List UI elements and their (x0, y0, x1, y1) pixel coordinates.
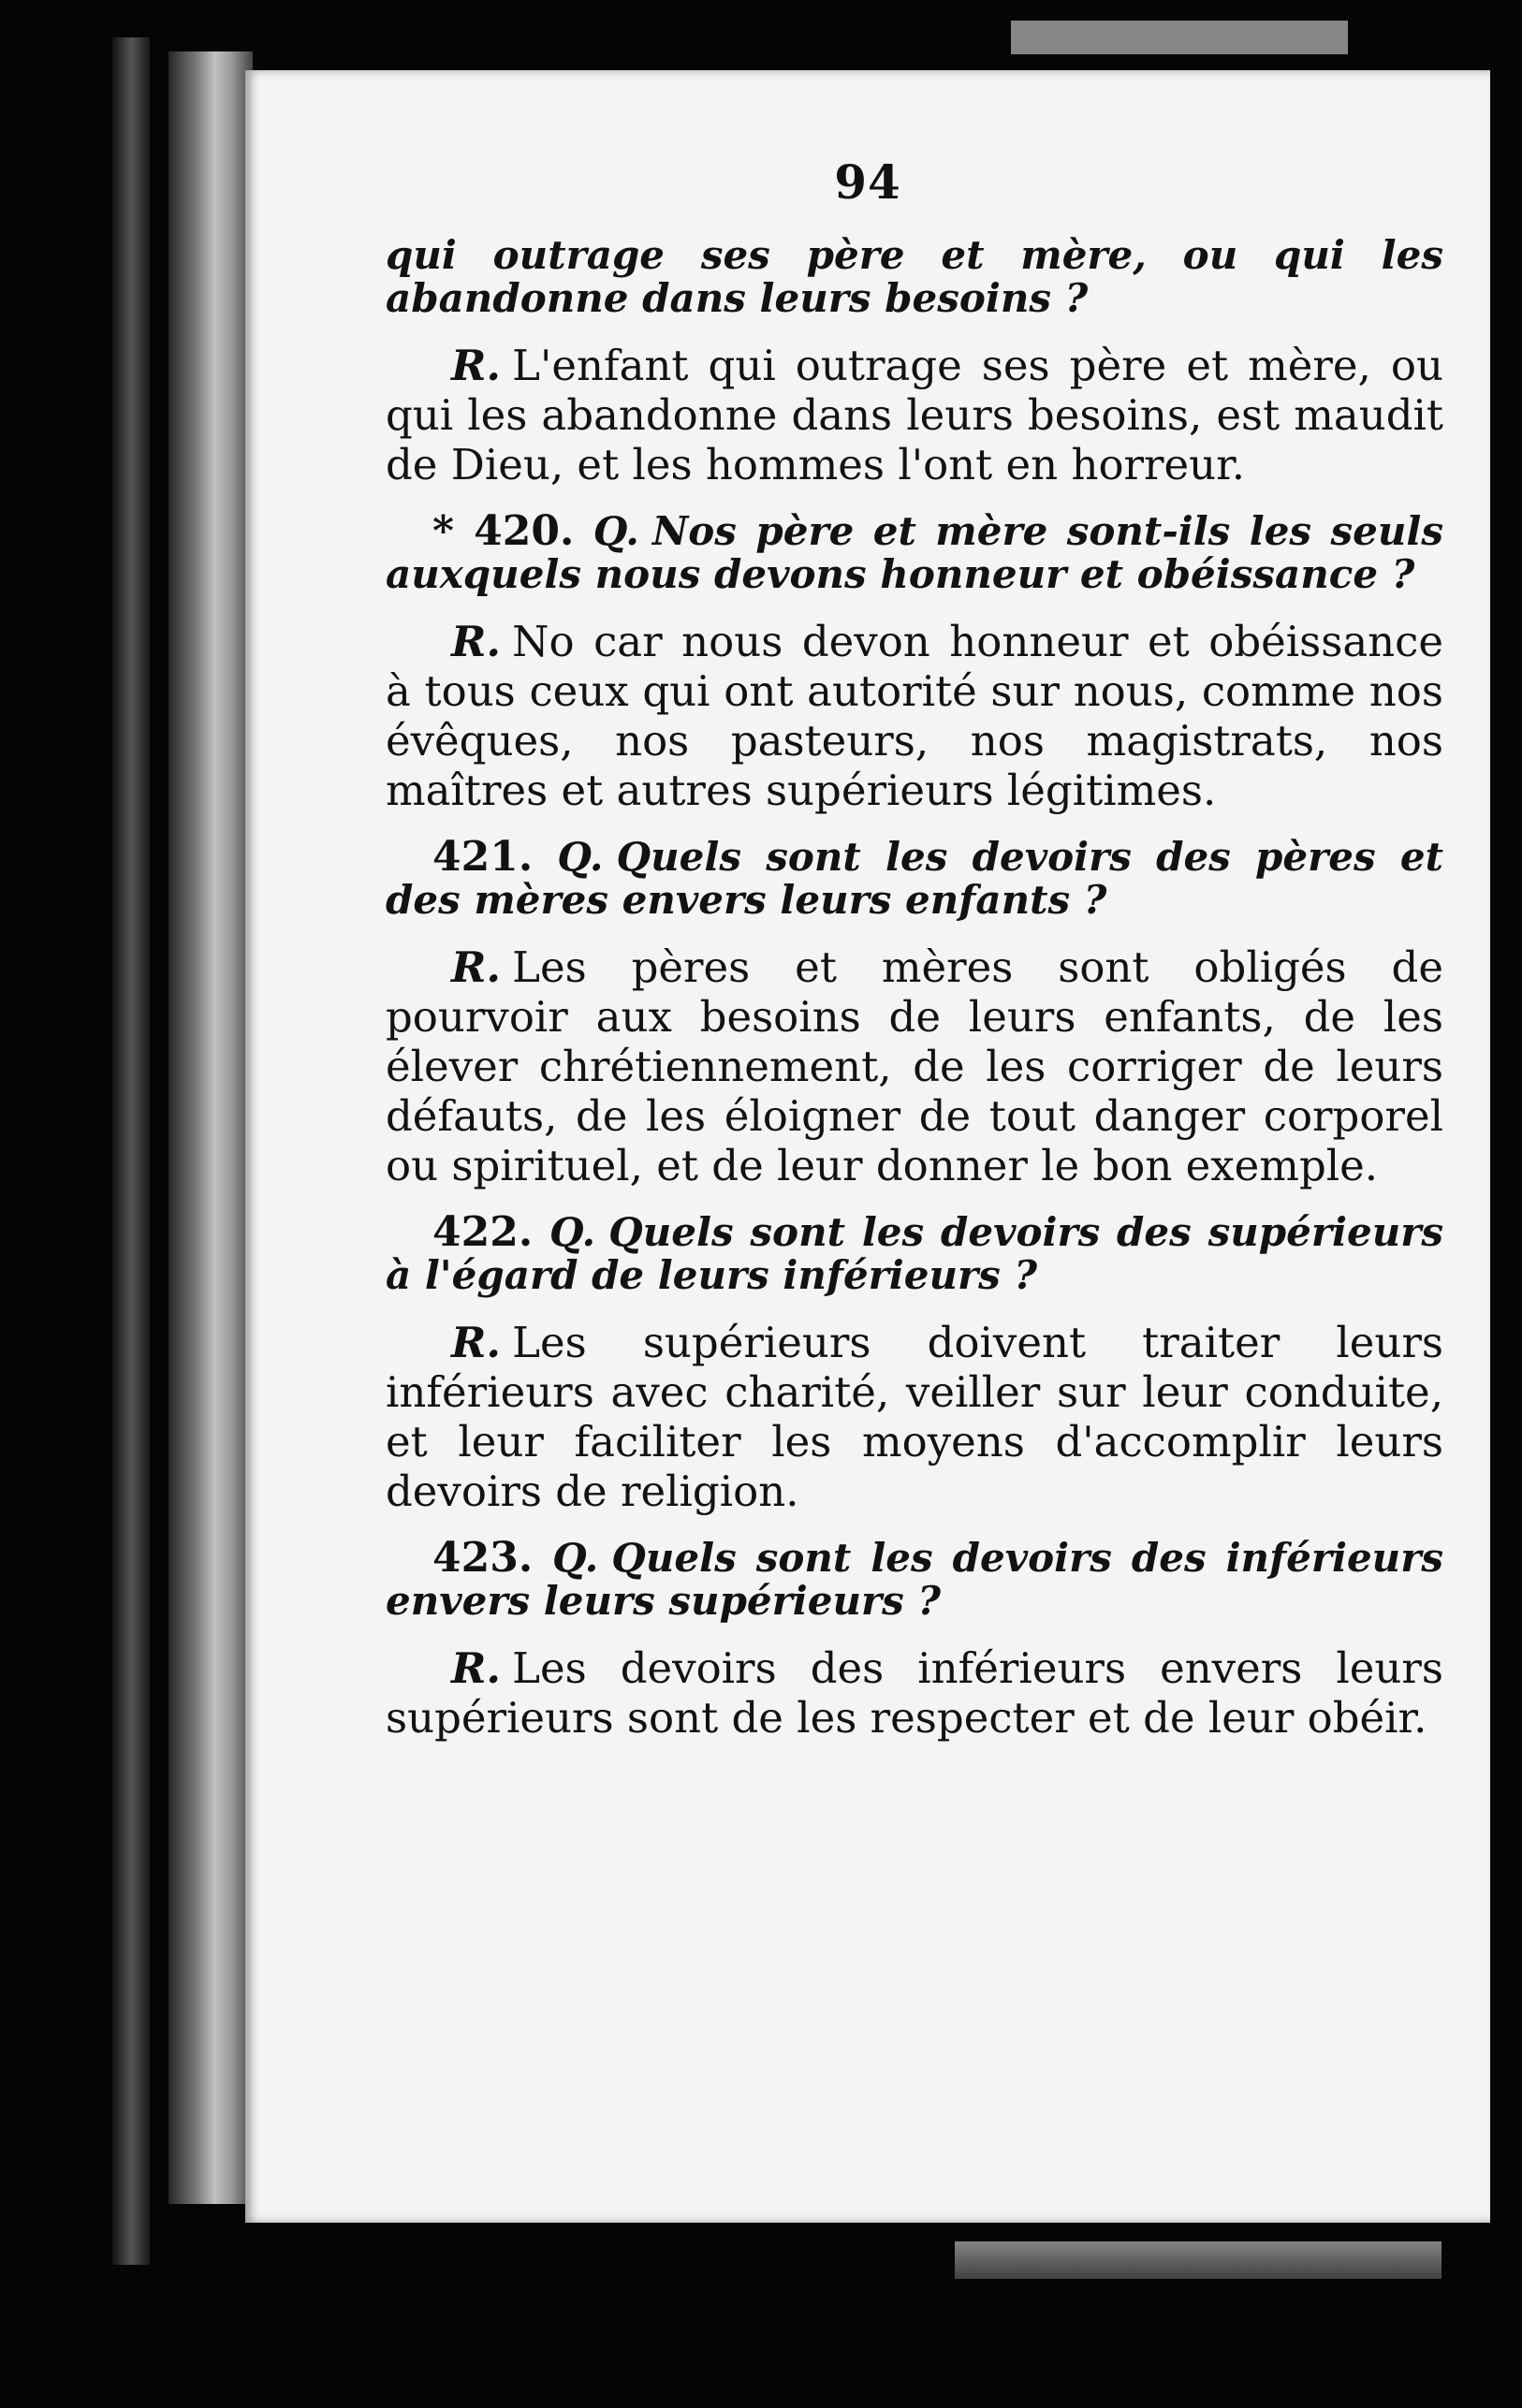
answer-text: Les devoirs des inférieurs envers leurs supérieurs sont de les respecter et de leur obéir. (386, 1643, 1443, 1743)
question-423 (386, 1534, 1443, 1624)
question-420 (386, 507, 1444, 597)
question-marker: Q. (549, 1209, 596, 1255)
answer-marker: R. (451, 617, 502, 666)
answer-text: Les supérieurs doivent traiter leurs inférieurs avec charité, veiller sur leur conduite, et leur faciliter les moyens d'accomplir leurs devoirs de religion. (386, 1318, 1443, 1516)
question-422 (386, 1208, 1444, 1298)
answer-marker: R. (451, 1643, 502, 1693)
question-continuation (386, 234, 1443, 320)
question-text: qui outrage ses père et mère, ou qui les abandonne dans leurs besoins ? (386, 232, 1443, 321)
question-marker: Q. (593, 508, 639, 554)
question-text: Quels sont les devoirs des supérieurs à l'égard de leurs inférieurs ? (386, 1209, 1444, 1298)
question-421 (386, 833, 1444, 923)
book-spine (112, 37, 150, 2265)
answer-421 (386, 942, 1443, 1190)
answer-423 (386, 1643, 1443, 1743)
book-page (245, 70, 1490, 2223)
page-top-edge (1011, 21, 1348, 54)
answer-marker: R. (451, 942, 502, 992)
book-page-edges (168, 51, 253, 2204)
answer-text: No car nous devon honneur et obéissance à tous ceux qui ont autorité sur nous, comme nos évêques, nos pasteurs, nos magistrats, nos maîtres et autres supérieurs légitimes. (386, 617, 1443, 815)
answer-text: Les pères et mères sont obligés de pourvoir aux besoins de leurs enfants, de les élever chrétiennement, de les corriger de leurs défauts, de les éloigner de tout danger corporel ou spirituel, et de leur donner le bon exemple. (386, 942, 1443, 1190)
answer-420 (386, 617, 1443, 815)
question-text: Quels sont les devoirs des pères et des mères envers leurs enfants ? (386, 834, 1444, 923)
question-number: 423. (432, 1534, 534, 1582)
question-text: Quels sont les devoirs des inférieurs envers leurs supérieurs ? (386, 1535, 1443, 1624)
page-number: 94 (834, 154, 901, 210)
page-bottom-edge (955, 2241, 1442, 2279)
answer-422 (386, 1318, 1443, 1516)
question-text: Nos père et mère sont-ils les seuls auxquels nous devons honneur et obéissance ? (386, 508, 1444, 597)
answer-marker: R. (451, 341, 502, 390)
catechism-text (386, 234, 1443, 1763)
question-number: 421. (432, 833, 534, 881)
question-marker: Q. (557, 834, 604, 880)
question-number: * 420. (432, 507, 575, 555)
answer-text: L'enfant qui outrage ses père et mère, ou qui les abandonne dans leurs besoins, est maudit de Dieu, et les hommes l'ont en horreur. (386, 341, 1443, 489)
answer-paragraph (386, 341, 1443, 489)
question-number: 422. (432, 1208, 534, 1256)
answer-marker: R. (451, 1318, 502, 1367)
question-marker: Q. (552, 1535, 599, 1581)
